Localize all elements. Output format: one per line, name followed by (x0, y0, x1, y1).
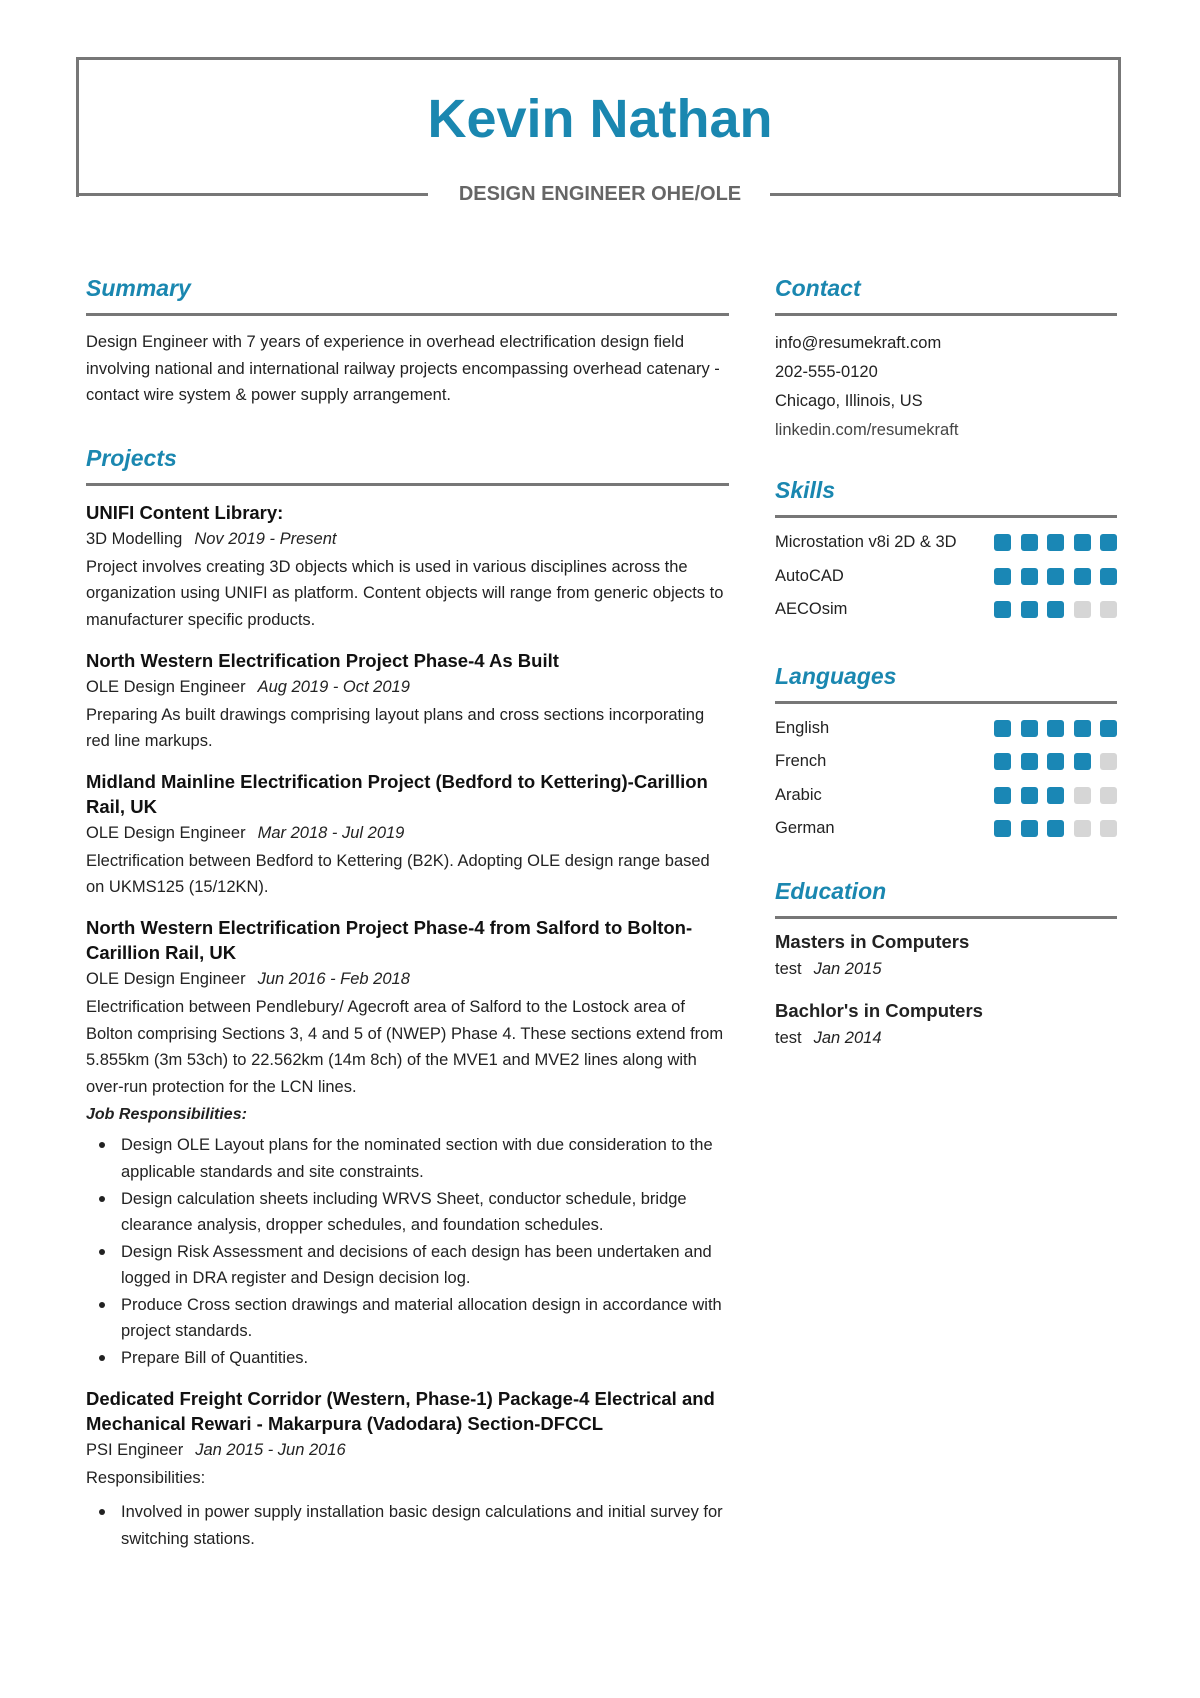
divider (775, 701, 1117, 704)
languages-heading: Languages (775, 662, 897, 689)
rating-dot-filled (1021, 534, 1038, 551)
rating-dot-empty (1100, 787, 1117, 804)
education-item (775, 929, 1117, 984)
rating-dot-filled (1047, 720, 1064, 737)
project-role: OLE Design Engineer (86, 969, 246, 988)
rating-dot-filled (1100, 568, 1117, 585)
skills-heading: Skills (775, 477, 836, 503)
languages-name: German (775, 819, 835, 838)
responsibility-item: Involved in power supply installation basic design calculations and initial survey for switching stations. (86, 1499, 729, 1552)
rating-dot-filled (1021, 568, 1038, 585)
project-role: OLE Design Engineer (86, 677, 246, 696)
education-list (775, 929, 1117, 1053)
skills-name: AECOsim (775, 600, 848, 619)
responsibility-item: Produce Cross section drawings and material allocation design in accordance with project standards. (86, 1292, 729, 1345)
languages-name: Arabic (775, 785, 822, 804)
rating-dot-filled (1047, 820, 1064, 837)
rating-dot-empty (1074, 787, 1091, 804)
languages-name: French (775, 752, 827, 771)
rating-dot-filled (994, 820, 1011, 837)
school: test (775, 959, 802, 978)
skills-name: AutoCAD (775, 566, 844, 585)
rating-indicator (994, 568, 1117, 585)
rating-indicator (994, 753, 1117, 770)
rating-indicator (994, 534, 1117, 551)
divider (775, 313, 1117, 316)
rating-dot-filled (1074, 534, 1091, 551)
project-description: Responsibilities: (86, 1468, 206, 1487)
summary-text: Design Engineer with 7 years of experience in overhead electrification design field involving national and international railway projects encompassing overhead catenary - contact wire system & power supply arrangement. (86, 333, 720, 405)
project-title: UNIFI Content Library: (86, 501, 284, 523)
school: test (775, 1028, 802, 1047)
project-title: Midland Mainline Electrification Project (Bedford to Kettering)-Carillion Rail, UK (86, 770, 708, 817)
rating-dot-empty (1100, 753, 1117, 770)
summary-heading: Summary (86, 275, 191, 301)
rating-dot-filled (1074, 568, 1091, 585)
rating-dot-filled (1047, 753, 1064, 770)
education-meta (775, 1024, 1117, 1053)
job-title: DESIGN ENGINEER OHE/OLE (0, 183, 1200, 206)
project-dates: Jan 2015 - Jun 2016 (195, 1440, 346, 1459)
project-role: PSI Engineer (86, 1440, 184, 1459)
project-list (86, 500, 729, 1553)
education-item (775, 998, 1117, 1053)
project-dates: Aug 2019 - Oct 2019 (257, 677, 410, 696)
rating-dot-empty (1074, 820, 1091, 837)
rating-dot-filled (1074, 720, 1091, 737)
project-item (86, 1386, 729, 1553)
responsibility-list (86, 1132, 729, 1371)
project-description: Electrification between Bedford to Kettering (B2K). Adopting OLE design range based on UKMS125 (15/12KN). (86, 851, 710, 897)
project-meta (86, 525, 729, 554)
languages-name: English (775, 718, 830, 737)
project-meta (86, 673, 729, 702)
skills-list (775, 526, 1117, 627)
rating-dot-filled (1074, 753, 1091, 770)
project-meta (86, 965, 729, 994)
project-item (86, 769, 729, 901)
project-dates: Nov 2019 - Present (194, 529, 337, 548)
rating-dot-filled (994, 787, 1011, 804)
rating-dot-empty (1100, 820, 1117, 837)
project-dates: Jun 2016 - Feb 2018 (257, 969, 410, 988)
skills-row (775, 593, 1117, 627)
project-title: North Western Electrification Project Phase-4 from Salford to Bolton-Carillion Rail, UK (86, 916, 693, 963)
rating-dot-filled (1047, 568, 1064, 585)
degree: Bachlor's in Computers (775, 999, 983, 1021)
rating-indicator (994, 720, 1117, 737)
project-dates: Mar 2018 - Jul 2019 (257, 823, 405, 842)
rating-dot-filled (1021, 720, 1038, 737)
rating-dot-empty (1074, 601, 1091, 618)
degree: Masters in Computers (775, 930, 970, 952)
rating-indicator (994, 820, 1117, 837)
contact-email[interactable]: info@resumekraft.com (775, 334, 942, 352)
contact-phone: 202-555-0120 (775, 363, 878, 381)
project-meta (86, 819, 729, 848)
responsibility-item: Design Risk Assessment and decisions of each design has been undertaken and logged in DRA register and Design decision log. (86, 1239, 729, 1292)
side-column (775, 275, 1117, 1053)
rating-dot-filled (1047, 534, 1064, 551)
responsibility-item: Design calculation sheets including WRVS Sheet, conductor schedule, bridge clearance analysis, dropper schedules, and foundation schedules. (86, 1186, 729, 1239)
languages-row (775, 745, 1117, 779)
project-description: Electrification between Pendlebury/ Agecroft area of Salford to the Lostock area of Bolton comprising Sections 3, 4 and 5 of (NWEP) Phase 4. These sections extend from 5.855km (3m 53ch) to 22.562km (14m 8ch) of the MVE1 and MVE2 lines along with over-run protection for the LCN lines. (86, 997, 724, 1096)
divider (86, 483, 729, 486)
rating-indicator (994, 787, 1117, 804)
skills-name: Microstation v8i 2D & 3D (775, 533, 957, 552)
education-date: Jan 2015 (813, 959, 882, 978)
education-date: Jan 2014 (813, 1028, 882, 1047)
rating-indicator (994, 601, 1117, 618)
divider (86, 313, 729, 316)
project-title: Dedicated Freight Corridor (Western, Phase-1) Package-4 Electrical and Mechanical Rewari - Makarpura (Vadodara) Section-DFCCL (86, 1387, 715, 1434)
languages-row (775, 779, 1117, 813)
rating-dot-filled (994, 568, 1011, 585)
skills-row (775, 526, 1117, 560)
project-meta (86, 1436, 729, 1465)
project-title: North Western Electrification Project Phase-4 As Built (86, 649, 559, 671)
project-role: OLE Design Engineer (86, 823, 246, 842)
rating-dot-filled (1021, 820, 1038, 837)
responsibility-item: Design OLE Layout plans for the nominated section with due consideration to the applicable standards and site constraints. (86, 1132, 729, 1185)
rating-dot-filled (994, 534, 1011, 551)
education-meta (775, 955, 1117, 984)
main-column (86, 275, 729, 1552)
contact-linkedin[interactable]: linkedin.com/resumekraft (775, 421, 959, 439)
project-item (86, 648, 729, 755)
candidate-name: Kevin Nathan (427, 89, 773, 149)
responsibility-item: Prepare Bill of Quantities. (86, 1345, 729, 1372)
project-item (86, 915, 729, 1372)
project-description: Project involves creating 3D objects which is used in various disciplines across the organization using UNIFI as platform. Content objects will range from generic objects to manufacturer specific products. (86, 557, 724, 629)
rating-dot-filled (1047, 787, 1064, 804)
languages-row (775, 712, 1117, 746)
rating-dot-filled (994, 720, 1011, 737)
rating-dot-filled (994, 601, 1011, 618)
education-heading: Education (775, 877, 887, 904)
project-role: 3D Modelling (86, 529, 183, 548)
rating-dot-filled (1047, 601, 1064, 618)
skills-row (775, 560, 1117, 594)
projects-heading: Projects (86, 444, 177, 471)
rating-dot-filled (994, 753, 1011, 770)
contact-location: Chicago, Illinois, US (775, 392, 923, 410)
contact-heading: Contact (775, 275, 861, 301)
rating-dot-filled (1021, 601, 1038, 618)
responsibilities-label: Job Responsibilities: (86, 1106, 247, 1124)
languages-list (775, 712, 1117, 846)
responsibility-list (86, 1499, 729, 1552)
rating-dot-empty (1100, 601, 1117, 618)
rating-dot-filled (1100, 534, 1117, 551)
rating-dot-filled (1021, 787, 1038, 804)
rating-dot-filled (1100, 720, 1117, 737)
divider (775, 916, 1117, 919)
project-description: Preparing As built drawings comprising layout plans and cross sections incorporating red line markups. (86, 705, 705, 751)
languages-row (775, 812, 1117, 846)
rating-dot-filled (1021, 753, 1038, 770)
project-item (86, 500, 729, 634)
divider (775, 515, 1117, 518)
